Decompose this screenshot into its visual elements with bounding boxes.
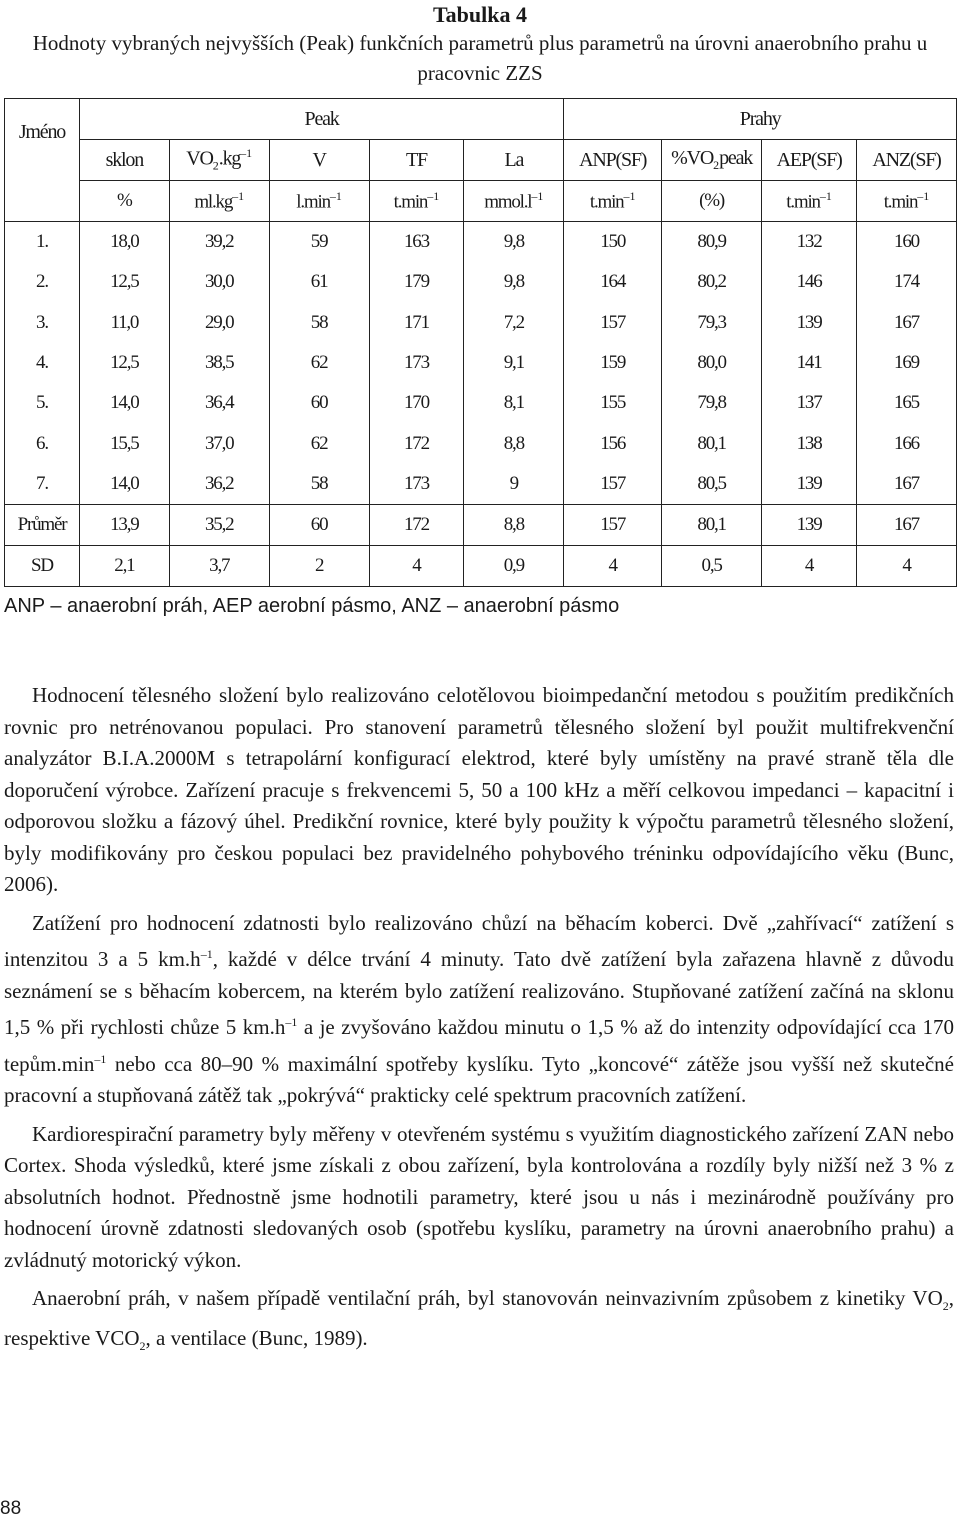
unit-aep: $t.\min^{-1}$ — [762, 181, 857, 222]
table-row — [5, 423, 957, 463]
table-cell: 170 — [369, 383, 464, 423]
table-cell: 80,0 — [662, 343, 762, 383]
table-cell: 58 — [269, 303, 369, 343]
table-cell: 4 — [857, 546, 957, 587]
unit-anz: $t.\min^{-1}$ — [857, 181, 957, 222]
col-vo2: $VO_2.kg^{-1}$ — [169, 140, 269, 181]
table-cell: 39,2 — [169, 222, 269, 263]
unit-tf: $t.\min^{-1}$ — [369, 181, 464, 222]
table-cell: 59 — [269, 222, 369, 263]
table-cell: 157 — [564, 464, 662, 505]
col-la: La — [464, 140, 564, 181]
page-number: 88 — [0, 1498, 22, 1519]
peak-group-header: Peak — [79, 99, 563, 140]
table-cell: 79,8 — [662, 383, 762, 423]
table-cell: 163 — [369, 222, 464, 263]
col-sklon: sklon — [79, 140, 169, 181]
table-note: ANP – anaerobní práh, AEP aerobní pásmo, ANZ – anaerobní pásmo — [4, 595, 620, 617]
col-vo2peak: $\%VO_2peak$ — [662, 140, 762, 181]
row-label: Průměr — [5, 505, 80, 546]
table-cell: 4 — [762, 546, 857, 587]
table-cell: 8,1 — [464, 383, 564, 423]
unit-la: $mmol.l^{-1}$ — [464, 181, 564, 222]
table-cell: 159 — [564, 343, 662, 383]
table-cell: 169 — [857, 343, 957, 383]
table-cell: 79,3 — [662, 303, 762, 343]
table-cell: 8,8 — [464, 423, 564, 463]
table-cell: 157 — [564, 303, 662, 343]
table-cell: 137 — [762, 383, 857, 423]
col-aep: AEP(SF) — [762, 140, 857, 181]
table-cell: 172 — [369, 423, 464, 463]
table-cell: 139 — [762, 464, 857, 505]
results-table — [4, 98, 957, 587]
col-v: V — [269, 140, 369, 181]
prahy-group-header: Prahy — [564, 99, 957, 140]
table-cell: 62 — [269, 423, 369, 463]
table-cell: 35,2 — [169, 505, 269, 546]
table-cell: 139 — [762, 303, 857, 343]
paragraph-4: Anaerobní práh, v našem případě ventilační práh, byl stanovován neinvazivním způsobem z kinetiky $VO_2$, respektive $VCO_2$, a ventilace (Bunc, 1989). — [4, 1286, 954, 1353]
table-cell: 160 — [857, 222, 957, 263]
table-cell: 165 — [857, 383, 957, 423]
table-cell: 9,8 — [464, 262, 564, 302]
table-cell: 12,5 — [79, 262, 169, 302]
table-cell: 8,8 — [464, 505, 564, 546]
row-label: 6. — [5, 423, 80, 463]
table-cell: 167 — [857, 505, 957, 546]
row-label: 5. — [5, 383, 80, 423]
table-cell: 2 — [269, 546, 369, 587]
row-label: 3. — [5, 303, 80, 343]
col-tf: TF — [369, 140, 464, 181]
table-cell: 80,1 — [662, 505, 762, 546]
table-cell: 173 — [369, 343, 464, 383]
paragraph-2: Zatížení pro hodnocení zdatnosti bylo realizováno chůzí na běhacím koberci. Dvě „zahřívací“ zatížení s intenzitou 3 a 5 $km.h^{-1}$, každé v délce trvání 4 minuty. Tato dvě zatížení byla zařazena hlavně z důvodu seznámení se s běhacím kobercem, na kterém bylo zatížení realizováno. Stupňované zatížení začíná na sklonu 1,5 % při rychlosti chůze 5 $km.h^{-1}$ a je zvyšováno každou minutu o 1,5 % až do intenzity odpovídající cca 170 $tepům.\min^{-1}$ nebo cca 80–90 % maximální spotřeby kyslíku. Tyto „koncové“ zátěže jsou vyšší než skutečné pracovní a stupňovaná zátěž tak „pokrývá“ prakticky celé spektrum pracovních zatížení. — [4, 910, 954, 1107]
table-cell: 60 — [269, 383, 369, 423]
name-header: Jméno — [5, 99, 80, 181]
table-cell: 2,1 — [79, 546, 169, 587]
table-cell: 80,2 — [662, 262, 762, 302]
paragraph-3: Kardiorespirační parametry byly měřeny v otevřeném systému s využitím diagnostického zařízení ZAN nebo Cortex. Shoda výsledků, které jsme získali z obou zařízení, byla kontrolována a rozdíly byly nižší než 3 % z absolutních hodnot. Přednostně jsme hodnotili parametry, které jsou u nás i mezinárodně používány pro hodnocení úrovně zdatnosti sledovaných osob (spotřebu kyslíku, parametry na úrovni anaerobního prahu) a zvládnutý motorický výkon. — [4, 1121, 954, 1272]
table-cell: 9,8 — [464, 222, 564, 263]
table-cell: 80,1 — [662, 423, 762, 463]
table-cell: 80,5 — [662, 464, 762, 505]
table-cell: 156 — [564, 423, 662, 463]
col-anp: ANP(SF) — [564, 140, 662, 181]
table-cell: 138 — [762, 423, 857, 463]
table-row — [5, 343, 957, 383]
table-cell: 11,0 — [79, 303, 169, 343]
table-title: Tabulka 4 — [433, 2, 527, 27]
unit-sklon: % — [79, 181, 169, 222]
table-cell: 62 — [269, 343, 369, 383]
table-cell: 29,0 — [169, 303, 269, 343]
table-cell: 15,5 — [79, 423, 169, 463]
table-cell: 0,9 — [464, 546, 564, 587]
table-cell: 167 — [857, 464, 957, 505]
table-row — [5, 505, 957, 546]
table-cell: 150 — [564, 222, 662, 263]
table-row — [5, 262, 957, 302]
table-cell: 3,7 — [169, 546, 269, 587]
table-cell: 146 — [762, 262, 857, 302]
table-cell: 173 — [369, 464, 464, 505]
table-cell: 164 — [564, 262, 662, 302]
table-cell: 12,5 — [79, 343, 169, 383]
unit-empty — [5, 181, 80, 222]
table-row — [5, 383, 957, 423]
row-label: SD — [5, 546, 80, 587]
table-cell: 37,0 — [169, 423, 269, 463]
table-cell: 4 — [564, 546, 662, 587]
table-cell: 172 — [369, 505, 464, 546]
row-label: 2. — [5, 262, 80, 302]
unit-vo2peak: (%) — [662, 181, 762, 222]
table-cell: 179 — [369, 262, 464, 302]
table-cell: 7,2 — [464, 303, 564, 343]
table-cell: 61 — [269, 262, 369, 302]
table-cell: 166 — [857, 423, 957, 463]
table-cell: 13,9 — [79, 505, 169, 546]
table-cell: 157 — [564, 505, 662, 546]
table-row — [5, 546, 957, 587]
table-subtitle: Hodnoty vybraných nejvyšších (Peak) funkčních parametrů plus parametrů na úrovni anaerobního prahu u pracovnic ZZS — [32, 31, 928, 85]
table-cell: 141 — [762, 343, 857, 383]
table-cell: 60 — [269, 505, 369, 546]
table-cell: 58 — [269, 464, 369, 505]
table-row — [5, 464, 957, 505]
paragraph-1: Hodnocení tělesného složení bylo realizováno celotělovou bioimpedanční metodou s použitím predikčních rovnic pro netrénovanou populaci. Pro stanovení parametrů tělesného složení byl použit multifrekvenční analyzátor B.I.A.2000M s tetrapolární konfigurací elektrod, které byly umístěny na pravé straně těla dle doporučení výrobce. Zařízení pracuje s frekvencemi 5, 50 a 100 kHz a měří celkovou impedanci – kapacitní i odporovou složku a fázový úhel. Predikční rovnice, které byly použity k výpočtu parametrů tělesného složení, byly modifikovány pro českou populaci bez pravidelného pohybového tréninku odpovídajícího věku (Bunc, 2006). — [4, 683, 954, 896]
col-anz: ANZ(SF) — [857, 140, 957, 181]
table-cell: 36,4 — [169, 383, 269, 423]
table-cell: 9,1 — [464, 343, 564, 383]
table-cell: 9 — [464, 464, 564, 505]
body-text — [4, 680, 954, 1369]
table-cell: 171 — [369, 303, 464, 343]
table-cell: 38,5 — [169, 343, 269, 383]
table-cell: 30,0 — [169, 262, 269, 302]
unit-anp: $t.\min^{-1}$ — [564, 181, 662, 222]
unit-v: $l.\min^{-1}$ — [269, 181, 369, 222]
table-row — [5, 303, 957, 343]
table-cell: 132 — [762, 222, 857, 263]
row-label: 7. — [5, 464, 80, 505]
table-cell: 155 — [564, 383, 662, 423]
unit-vo2: $ml.kg^{-1}$ — [169, 181, 269, 222]
table-cell: 80,9 — [662, 222, 762, 263]
table-cell: 14,0 — [79, 464, 169, 505]
table-cell: 167 — [857, 303, 957, 343]
table-cell: 139 — [762, 505, 857, 546]
row-label: 4. — [5, 343, 80, 383]
table-cell: 0,5 — [662, 546, 762, 587]
table-cell: 4 — [369, 546, 464, 587]
table-cell: 36,2 — [169, 464, 269, 505]
table-row — [5, 222, 957, 263]
table-cell: 14,0 — [79, 383, 169, 423]
row-label: 1. — [5, 222, 80, 263]
table-cell: 174 — [857, 262, 957, 302]
table-cell: 18,0 — [79, 222, 169, 263]
